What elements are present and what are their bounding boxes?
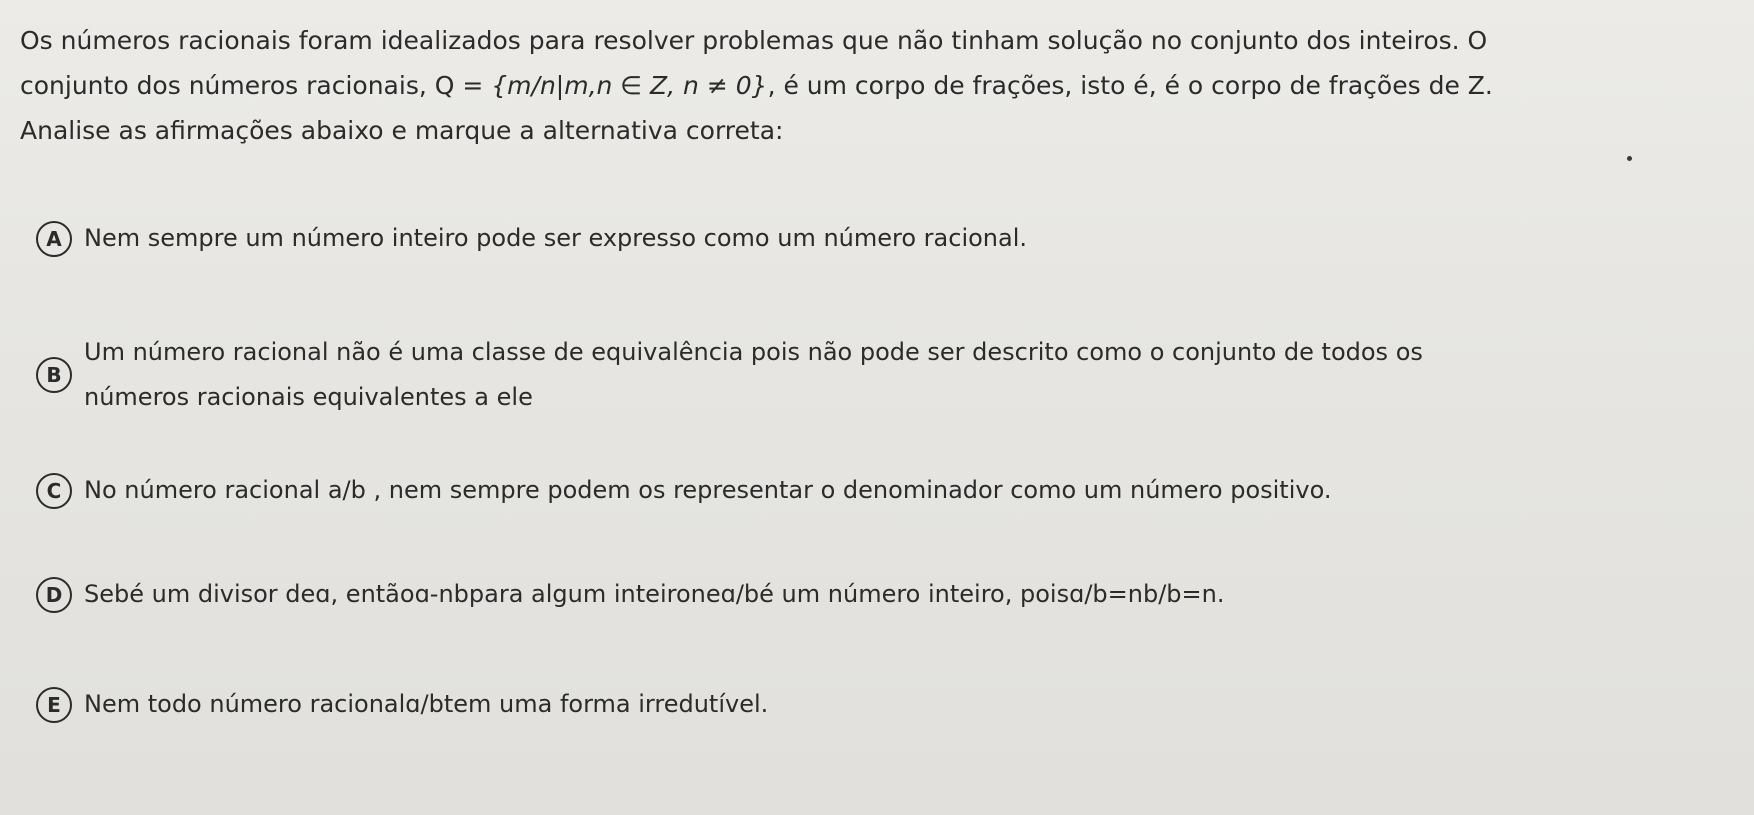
- option-a-text[interactable]: Nem sempre um número inteiro pode ser expresso como um número racional.: [84, 224, 1028, 252]
- option-e-text[interactable]: Nem todo número racionalɑ/btem uma forma irredutível.: [84, 690, 769, 718]
- option-c-letter[interactable]: C: [36, 473, 72, 509]
- option-e[interactable]: [36, 682, 768, 727]
- question-line-2-prefix: conjunto dos números racionais, Q =: [20, 71, 492, 100]
- option-c-text[interactable]: No número racional a/b , nem sempre podem os representar o denominador como um número positivo.: [84, 476, 1332, 504]
- option-b-letter[interactable]: B: [36, 357, 72, 393]
- rational-set-formula: {m/n|m,n ∈ Z, n ≠ 0}: [491, 71, 768, 100]
- option-b-text[interactable]: [84, 330, 1704, 420]
- option-d-text[interactable]: Sebé um divisor deɑ, entãoɑ-nbpara algum inteironeɑ/bé um número inteiro, poisɑ/b=nb/b=n.: [84, 580, 1225, 608]
- option-b-line-1: Um número racional não é uma classe de equivalência pois não pode ser descrito como o conjunto de todos os: [84, 338, 1423, 366]
- question-line-2-suffix: , é um corpo de frações, isto é, é o corpo de frações de Z.: [767, 71, 1493, 100]
- option-e-letter[interactable]: E: [36, 687, 72, 723]
- option-d-letter[interactable]: D: [36, 577, 72, 613]
- option-c[interactable]: [36, 468, 1331, 513]
- option-b-line-2: números racionais equivalentes a ele: [84, 383, 533, 411]
- question-line-1: Os números racionais foram idealizados para resolver problemas que não tinham solução no conjunto dos inteiros. O: [20, 26, 1488, 55]
- question-line-2: [20, 63, 1735, 108]
- question-line-3: Analise as afirmações abaixo e marque a alternativa correta:: [20, 116, 784, 145]
- option-d[interactable]: [36, 572, 1224, 617]
- option-a-letter[interactable]: A: [36, 221, 72, 257]
- option-a[interactable]: [36, 216, 1027, 261]
- question-stem: [20, 18, 1735, 153]
- option-b[interactable]: [36, 330, 1704, 420]
- stray-dot: [1627, 156, 1632, 161]
